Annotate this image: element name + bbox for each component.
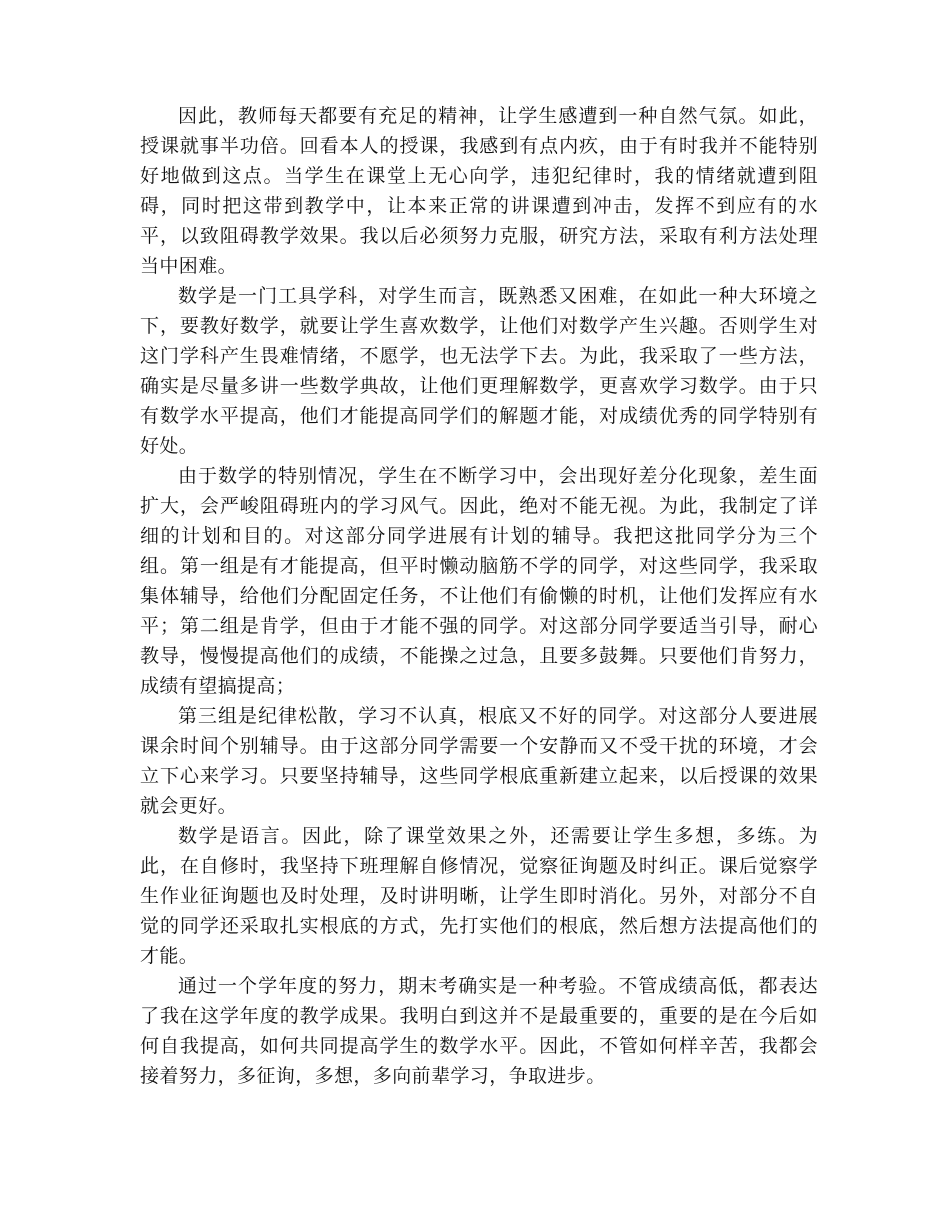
paragraph: 第三组是纪律松散，学习不认真，根底又不好的同学。对这部分人要进展课余时间个别辅导。由于这部分同学需要一个安静而又不受干扰的环境，才会立下心来学习。只要坚持辅导，这些同学根底重新建立起来，以后授课的效果就会更好。 (140, 705, 818, 817)
paragraph: 数学是一门工具学科，对学生而言，既熟悉又困难，在如此一种大环境之下，要教好数学，就要让学生喜欢数学，让他们对数学产生兴趣。否则学生对这门学科产生畏难情绪，不愿学，也无法学下去。为此，我采取了一些方法，确实是尽量多讲一些数学典故，让他们更理解数学，更喜欢学习数学。由于只有数学水平提高，他们才能提高同学们的解题才能，对成绩优秀的同学特别有好处。 (140, 285, 818, 457)
paragraph: 通过一个学年度的努力，期末考确实是一种考验。不管成绩高低，都表达了我在这学年度的教学成果。我明白到这并不是最重要的，重要的是在今后如何自我提高，如何共同提高学生的数学水平。因此，不管如何样辛苦，我都会接着努力，多征询，多想，多向前辈学习，争取进步。 (140, 975, 818, 1087)
paragraph: 数学是语言。因此，除了课堂效果之外，还需要让学生多想，多练。为此，在自修时，我坚持下班理解自修情况，觉察征询题及时纠正。课后觉察学生作业征询题也及时处理，及时讲明晰，让学生即时消化。另外，对部分不自觉的同学还采取扎实根底的方式，先打实他们的根底，然后想方法提高他们的才能。 (140, 825, 818, 967)
paragraph: 因此，教师每天都要有充足的精神，让学生感遭到一种自然气氛。如此，授课就事半功倍。回看本人的授课，我感到有点内疚，由于有时我并不能特别好地做到这点。当学生在课堂上无心向学，违犯纪律时，我的情绪就遭到阻碍，同时把这带到教学中，让本来正常的讲课遭到冲击，发挥不到应有的水平，以致阻碍教学效果。我以后必须努力克服，研究方法，采取有利方法处理当中困难。 (140, 105, 818, 277)
paragraph: 由于数学的特别情况，学生在不断学习中，会出现好差分化现象，差生面扩大，会严峻阻碍班内的学习风气。因此，绝对不能无视。为此，我制定了详细的计划和目的。对这部分同学进展有计划的辅导。我把这批同学分为三个组。第一组是有才能提高，但平时懒动脑筋不学的同学，对这些同学，我采取集体辅导，给他们分配固定任务，不让他们有偷懒的时机，让他们发挥应有水平；第二组是肯学，但由于才能不强的同学。对这部分同学要适当引导，耐心教导，慢慢提高他们的成绩，不能操之过急，且要多鼓舞。只要他们肯努力，成绩有望搞提高； (140, 465, 818, 697)
